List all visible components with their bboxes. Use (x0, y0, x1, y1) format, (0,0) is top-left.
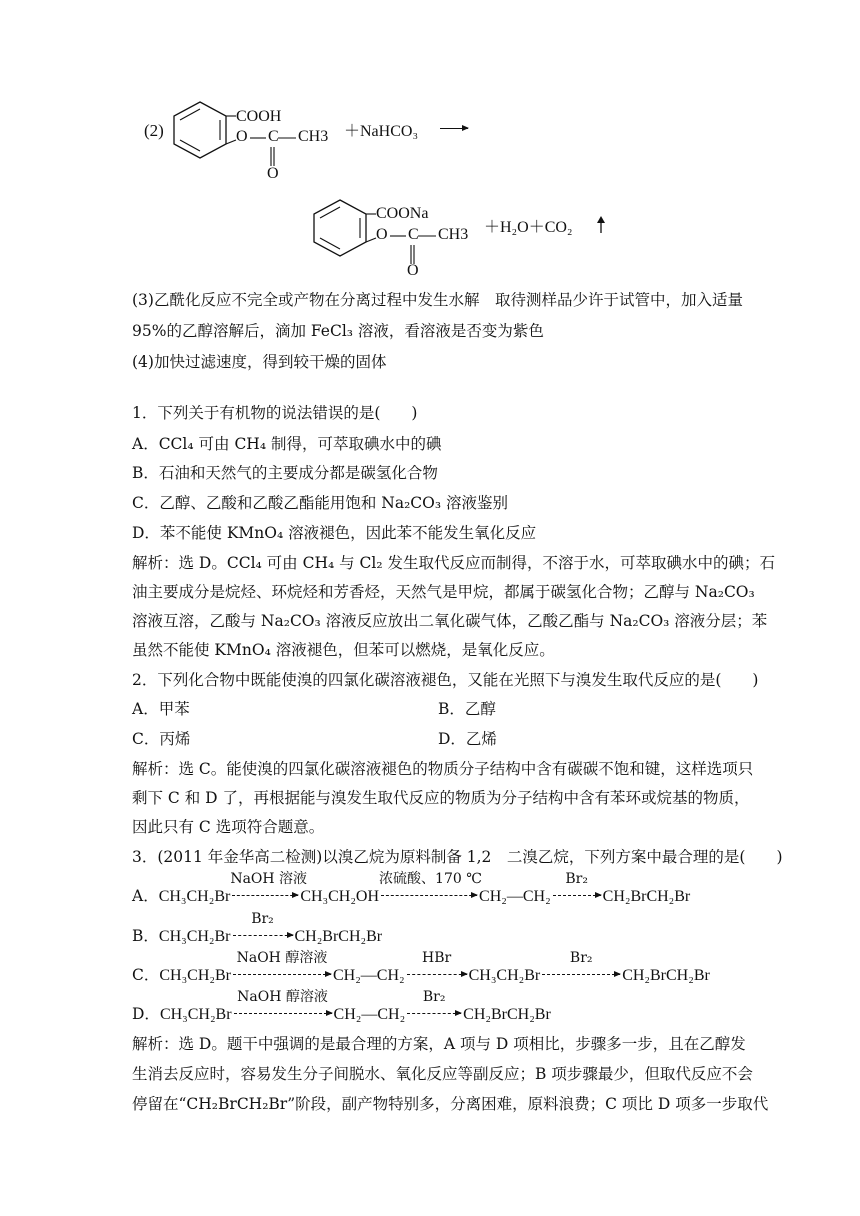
species: CH₃CH₂Br (159, 1006, 232, 1023)
methyl-group: CH3 (298, 128, 329, 145)
q2-explanation-1: 解析：选 C。能使溴的四氯化碳溶液褪色的物质分子结构中含有碳碳不饱和键，这样选项只 (132, 760, 754, 778)
species: CH₃CH₂Br (468, 967, 541, 984)
q3-option-b (132, 911, 383, 947)
q1-explanation-4: 虽然不能使 KMnO₄ 溶液褪色，但苯可以燃烧，是氧化反应。 (132, 641, 555, 659)
q2-option-a: A．甲苯 (132, 700, 190, 718)
option-label: D． (132, 1005, 160, 1023)
carbonyl-oxygen: O (267, 165, 279, 182)
reaction-arrow (379, 871, 482, 906)
species: CH₂BrCH₂Br (294, 928, 383, 945)
reagent: NaOH 醇溶液 (237, 989, 328, 1005)
q3-option-d (132, 989, 551, 1025)
reagent: Br₂ (565, 871, 588, 887)
q1-option-a: A．CCl₄ 可由 CH₄ 制得，可萃取碘水中的碘 (132, 435, 442, 453)
reaction-arrow (405, 989, 463, 1024)
reagent: Br₂ (251, 911, 274, 927)
q1-explanation-1: 解析：选 D。CCl₄ 可由 CH₄ 与 Cl₂ 发生取代反应而制得，不溶于水，可萃取碘水中的碘；石 (132, 554, 776, 572)
plus-products: ＋H₂O＋CO₂ (484, 219, 573, 236)
species: CH₂BrCH₂Br (622, 967, 710, 984)
q1-option-c: C．乙醇、乙酸和乙酸乙酯能用饱和 Na₂CO₃ 溶液鉴别 (132, 494, 509, 512)
q2-explanation-3: 因此只有 C 选项符合题意。 (132, 818, 325, 836)
species: CH₃CH₂OH (300, 888, 380, 905)
q1-stem: 1．下列关于有机物的说法错误的是( ) (132, 404, 418, 422)
gas-up-arrow-icon (596, 216, 606, 234)
reaction-arrow (230, 871, 308, 906)
reagent: NaOH 溶液 (230, 871, 308, 887)
reagent: NaOH 醇溶液 (236, 950, 328, 966)
species: CH₂—CH₂ (479, 888, 551, 905)
q2-explanation-2: 剩下 C 和 D 了，再根据能与溴发生取代反应的物质为分子结构中含有苯环或烷基的物质， (132, 789, 750, 807)
product-carbon-atom: C (408, 226, 419, 243)
reaction-number: (2) (144, 121, 164, 140)
reaction-arrow (231, 950, 333, 985)
reagent: Br₂ (569, 950, 593, 966)
species: CH₃CH₂Br (158, 888, 231, 905)
q1-option-b: B．石油和天然气的主要成分都是碳氢化合物 (132, 464, 438, 482)
q2-option-d: D．乙烯 (438, 730, 497, 748)
reagent: HBr (421, 950, 452, 966)
q1-explanation-3: 溶液互溶，乙酸与 Na₂CO₃ 溶液反应放出二氧化碳气体，乙酸乙酯与 Na₂CO₃ 溶液分层；苯 (132, 612, 768, 630)
ester-oxygen: O (236, 128, 248, 145)
species: CH₂—CH₂ (332, 967, 405, 984)
option-label: C． (132, 966, 160, 984)
q1-explanation-2: 油主要成分是烷烃、环烷烃和芳香烃，天然气是甲烷，都属于碳氢化合物；乙醇与 Na₂CO₃ (132, 583, 755, 601)
product-methyl-group: CH3 (438, 226, 469, 243)
carbon-atom: C (268, 128, 279, 145)
coona-group: COONa (376, 205, 429, 222)
q3-option-a (132, 871, 691, 907)
q2-stem: 2．下列化合物中既能使溴的四氯化碳溶液褪色，又能在光照下与溴发生取代反应的是( ) (132, 671, 759, 689)
answer-3-line-1: (3)乙酰化反应不完全或产物在分离过程中发生水解 取待测样品少许于试管中，加入适量 (132, 291, 743, 309)
reagent: Br₂ (422, 989, 446, 1005)
cooh-group: COOH (236, 108, 282, 125)
q3-explanation-3: 停留在“CH₂BrCH₂Br”阶段，副产物特别多，分离困难，原料浪费；C 项比 D 项多一步取代 (132, 1095, 769, 1113)
species: CH₂BrCH₂Br (602, 888, 691, 905)
species: CH₃CH₂Br (159, 967, 231, 984)
reaction-2-products (0, 0, 860, 290)
answer-4: (4)加快过滤速度，得到较干燥的固体 (132, 353, 387, 371)
reaction-arrow (551, 871, 603, 906)
reaction-arrow (231, 911, 295, 946)
q2-option-c: C．丙烯 (132, 730, 191, 748)
reaction-arrow (540, 950, 622, 985)
reaction-arrow (232, 989, 334, 1024)
q3-explanation-1: 解析：选 D。题干中强调的是最合理的方案，A 项与 D 项相比，步骤多一步，且在乙醇发 (132, 1035, 746, 1053)
q1-option-d: D．苯不能使 KMnO₄ 溶液褪色，因此苯不能发生氧化反应 (132, 524, 537, 542)
plus-reagent: ＋NaHCO₃ (344, 123, 419, 140)
product-ester-oxygen: O (376, 226, 388, 243)
species: CH₃CH₂Br (158, 928, 231, 945)
product-carbonyl-oxygen: O (407, 262, 419, 279)
species: CH₂—CH₂ (333, 1006, 406, 1023)
answer-3-line-2: 95%的乙醇溶解后，滴加 FeCl₃ 溶液，看溶液是否变为紫色 (132, 322, 544, 340)
reagent: 浓硫酸、170 ℃ (379, 871, 482, 887)
species: CH₂BrCH₂Br (463, 1006, 551, 1023)
option-label: A． (132, 887, 159, 905)
option-label: B． (132, 927, 159, 945)
reaction-arrow (405, 950, 469, 985)
q3-option-c (132, 950, 710, 986)
q3-stem: 3．(2011 年金华高二检测)以溴乙烷为原料制备 1,2 二溴乙烷，下列方案中最合理的是( ) (132, 848, 783, 866)
q2-option-b: B．乙醇 (438, 700, 496, 718)
q3-explanation-2: 生消去反应时，容易发生分子间脱水、氧化反应等副反应；B 项步骤最少，但取代反应不会 (132, 1065, 753, 1083)
